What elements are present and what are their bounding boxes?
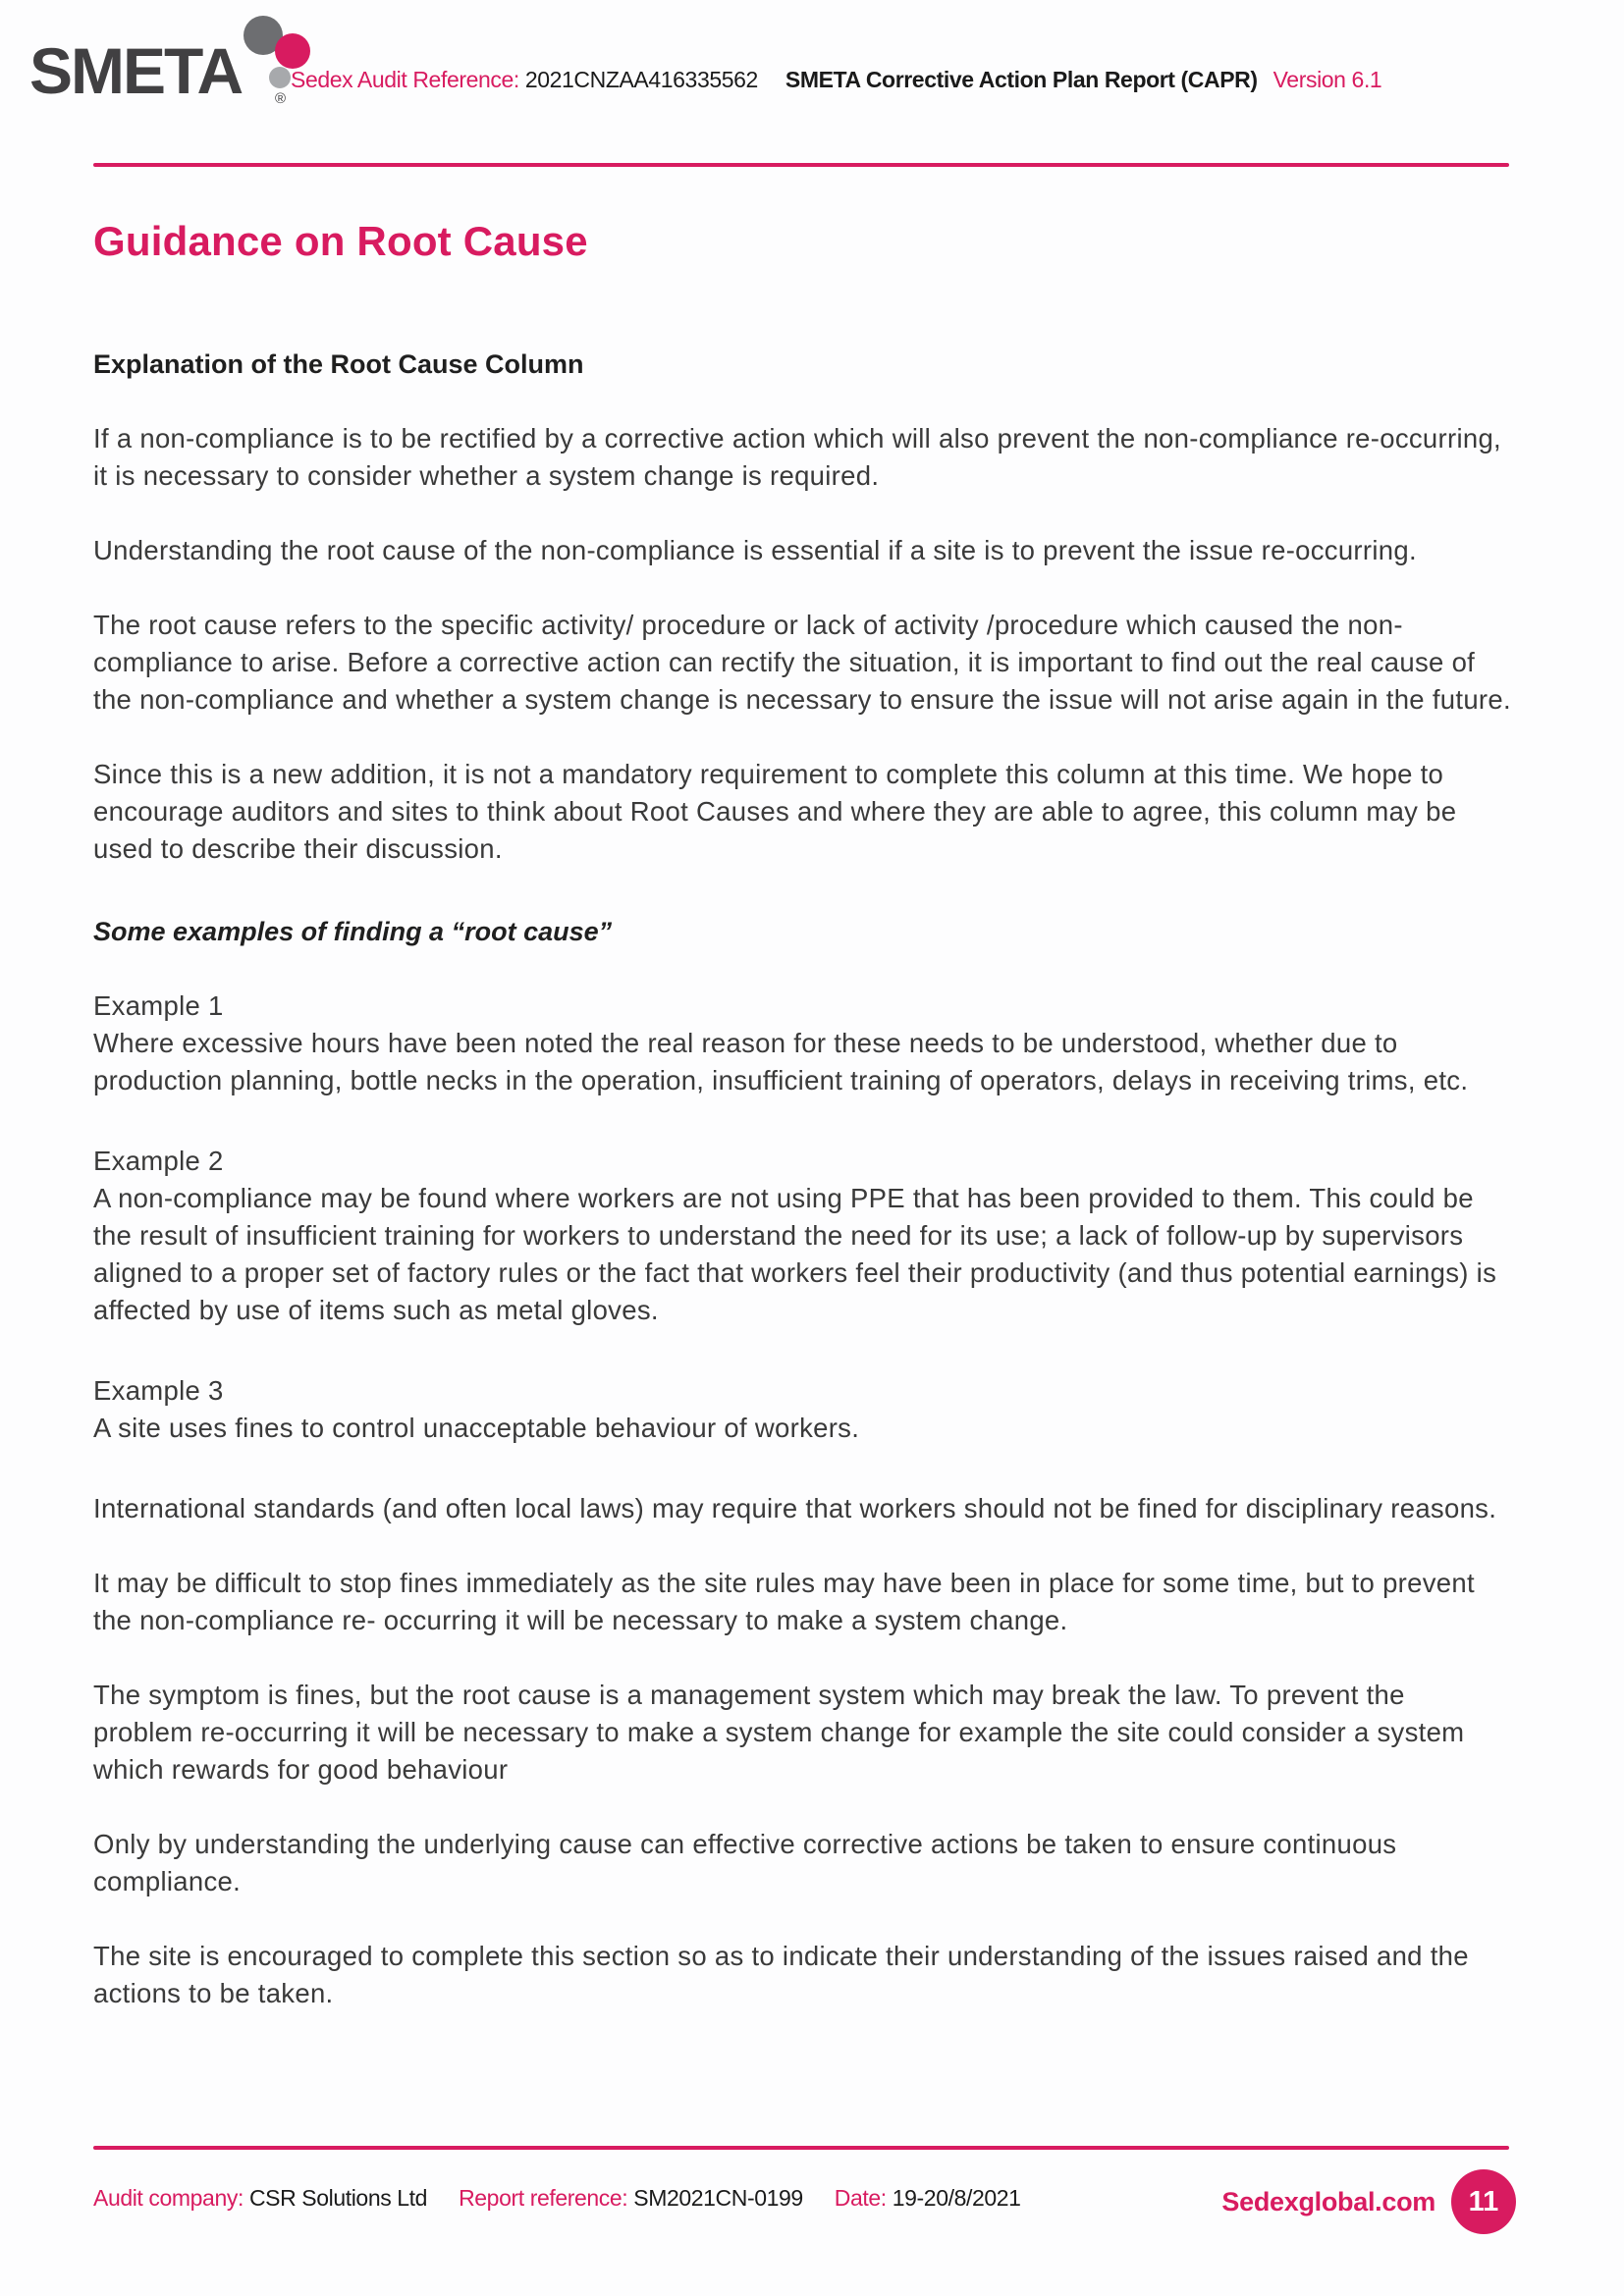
smeta-logo-wordmark: SMETA	[29, 34, 243, 107]
footer-branding	[1221, 2169, 1516, 2234]
logo-dot-gray-small-icon	[269, 67, 291, 88]
report-title: SMETA Corrective Action Plan Report (CAPR)	[785, 67, 1258, 92]
audit-reference-label: Sedex Audit Reference:	[291, 67, 519, 92]
audit-company-value: CSR Solutions Ltd	[248, 2185, 428, 2211]
example-text: A non-compliance may be found where workers are not using PPE that has been provided to them. This could be the result of insufficient training for workers to understand the need for its use; a lack of follow-up by supervisors aligned to a proper set of factory rules or the fact that workers feel their productivity (and thus potential earnings) is affected by use of items such as metal gloves.	[93, 1183, 1497, 1325]
main-content	[93, 218, 1512, 2012]
example-text: Where excessive hours have been noted the real reason for these needs to be understood, whether due to production planning, bottle necks in the operation, insufficient training of operators, delays in receiving trims, etc.	[93, 1028, 1469, 1095]
report-reference-label: Report reference:	[459, 2185, 628, 2211]
smeta-logo	[22, 6, 316, 114]
header-meta	[291, 67, 1381, 93]
example-label: Example 2	[93, 1146, 224, 1176]
paragraph: The site is encouraged to complete this section so as to indicate their understanding of the issues raised and the actions to be taken.	[93, 1941, 1469, 2008]
example-block-3	[93, 1372, 1512, 1447]
report-reference-value: SM2021CN-0199	[633, 2185, 803, 2211]
page-title: Guidance on Root Cause	[93, 218, 588, 264]
examples-heading: Some examples of finding a “root cause”	[93, 917, 613, 946]
example-block-2	[93, 1143, 1512, 1329]
page-header	[0, 0, 1624, 163]
paragraph: The root cause refers to the specific activity/ procedure or lack of activity /procedure which caused the non-compliance to arise. Before a corrective action can rectify the situation, it is important to find out the real cause of the non-compliance and whether a system change is necessary to ensure the issue will not arise again in the future.	[93, 610, 1511, 715]
paragraph: International standards (and often local laws) may require that workers should not be fined for disciplinary reasons.	[93, 1493, 1497, 1523]
sedexglobal-link[interactable]: Sedexglobal.com	[1221, 2186, 1435, 2216]
logo-dot-pink-icon	[275, 33, 310, 69]
footer-meta	[93, 2185, 1047, 2212]
paragraph: If a non-compliance is to be rectified by a corrective action which will also prevent the non-compliance re-occurring, it is necessary to consider whether a system change is required.	[93, 423, 1501, 491]
page-number-badge: 11	[1451, 2169, 1516, 2234]
audit-company-label: Audit company:	[93, 2185, 244, 2211]
example-text: A site uses fines to control unacceptable behaviour of workers.	[93, 1413, 860, 1443]
example-label: Example 3	[93, 1375, 224, 1406]
registered-trademark-symbol: ®	[275, 90, 287, 107]
paragraph: Since this is a new addition, it is not a mandatory requirement to complete this column at this time. We hope to encourage auditors and sites to think about Root Causes and where they are able to agree, this column may be used to describe their discussion.	[93, 759, 1457, 864]
audit-reference-value: 2021CNZAA416335562	[524, 67, 758, 92]
footer-divider	[93, 2146, 1509, 2150]
paragraph: Only by understanding the underlying cause can effective corrective actions be taken to ensure continuous compliance.	[93, 1829, 1397, 1896]
version-label: Version 6.1	[1272, 67, 1382, 92]
page-footer	[0, 2146, 1624, 2238]
date-label: Date:	[834, 2185, 887, 2211]
date-value: 19-20/8/2021	[892, 2185, 1021, 2211]
paragraph: It may be difficult to stop fines immediately as the site rules may have been in place for some time, but to prevent the non-compliance re- occurring it will be necessary to make a system change.	[93, 1568, 1475, 1635]
footer-row	[0, 2169, 1624, 2238]
example-block-1	[93, 988, 1512, 1099]
section-heading: Explanation of the Root Cause Column	[93, 349, 584, 379]
paragraph: Understanding the root cause of the non-compliance is essential if a site is to prevent the issue re-occurring.	[93, 535, 1417, 565]
paragraph: The symptom is fines, but the root cause is a management system which may break the law. To prevent the problem re-occurring it will be necessary to make a system change for example the site could consider a system which rewards for good behaviour	[93, 1680, 1465, 1785]
header-divider	[93, 163, 1509, 167]
example-label: Example 1	[93, 990, 224, 1021]
